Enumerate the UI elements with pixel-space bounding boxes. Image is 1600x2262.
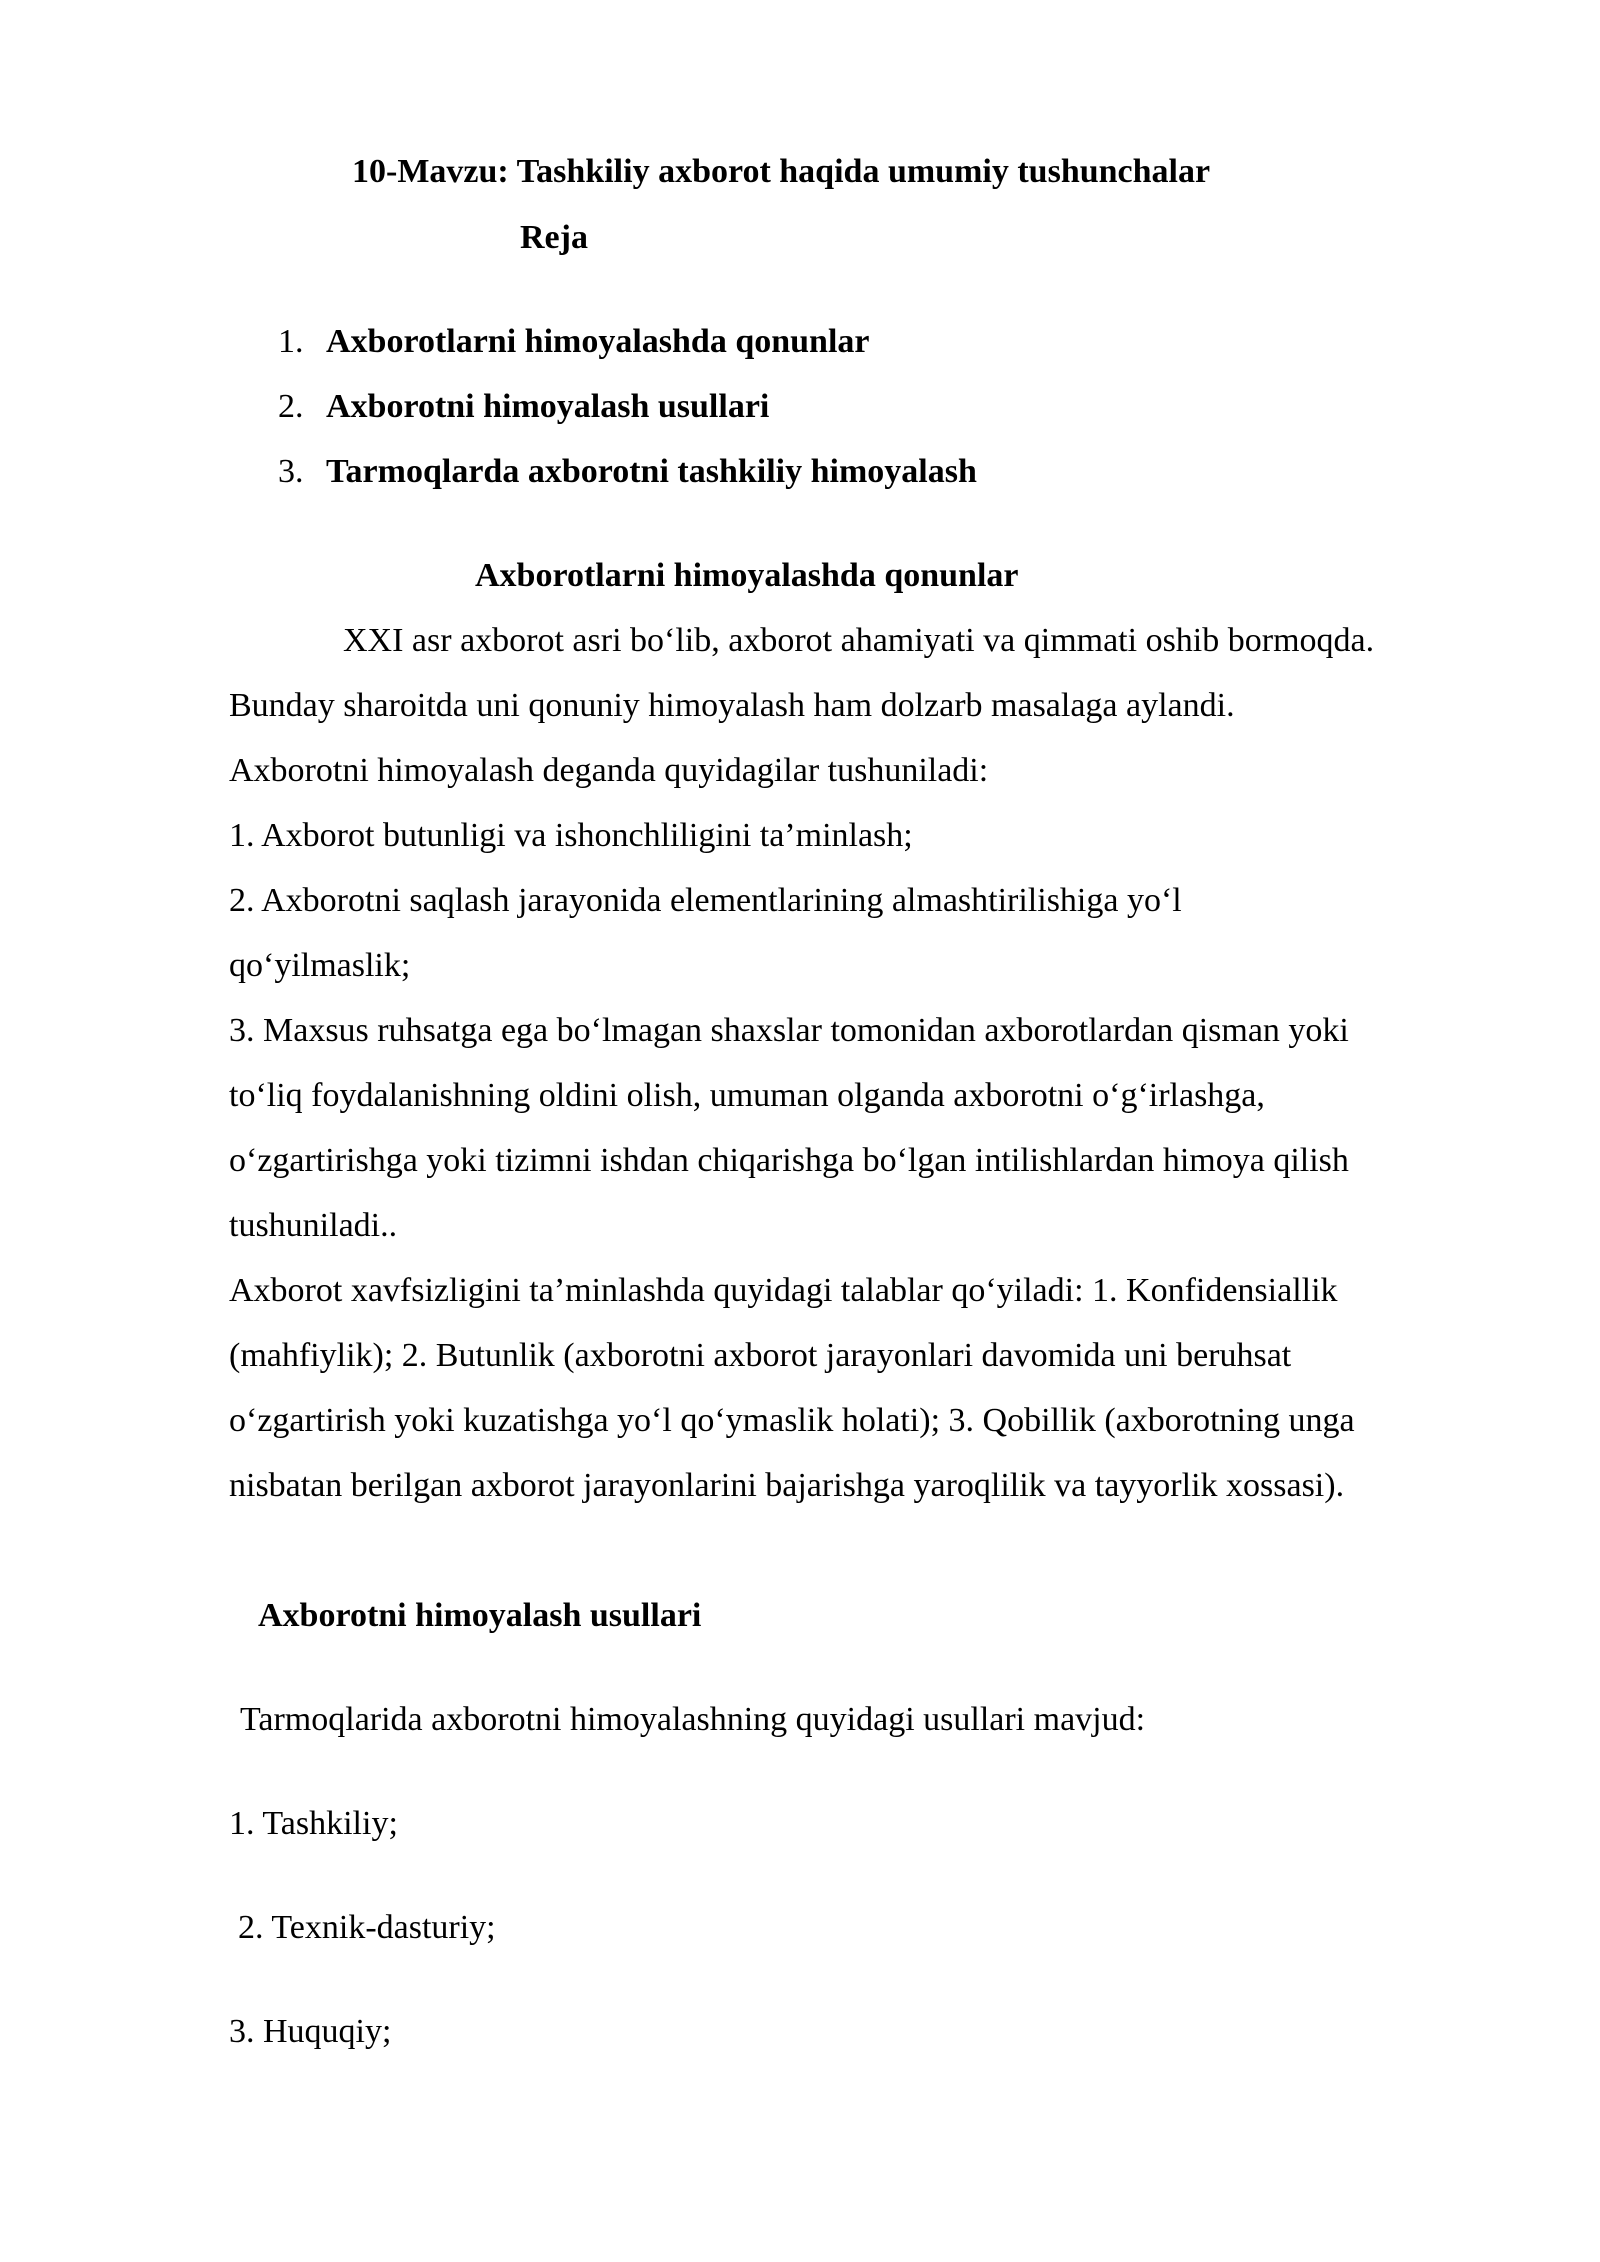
body-line: Axborotni himoyalash deganda quyidagilar tushuniladi: xyxy=(229,752,989,789)
plan-item-number: 3. xyxy=(278,453,304,490)
section2-intro: Tarmoqlarida axborotni himoyalashning quyidagi usullari mavjud: xyxy=(240,1701,1146,1738)
body-line: 3. Maxsus ruhsatga ega bo‘lmagan shaxslar tomonidan axborotlardan qisman yoki xyxy=(229,1012,1349,1049)
plan-item-number: 2. xyxy=(278,388,304,425)
plan-heading: Reja xyxy=(520,219,588,256)
body-line: Axborot xavfsizligini ta’minlashda quyidagi talablar qo‘yiladi: 1. Konfidensiallik xyxy=(229,1272,1338,1309)
list-item: 2. Texnik-dasturiy; xyxy=(238,1909,496,1946)
plan-item xyxy=(278,452,977,492)
plan-item xyxy=(278,322,870,362)
plan-item-text: Tarmoqlarda axborotni tashkiliy himoyalash xyxy=(326,453,977,490)
section2-heading: Axborotni himoyalash usullari xyxy=(258,1597,702,1634)
body-line: 2. Axborotni saqlash jarayonida elementlarining almashtirilishiga yo‘l xyxy=(229,882,1182,919)
body-line: qo‘yilmaslik; xyxy=(229,947,411,984)
body-line: o‘zgartirish yoki kuzatishga yo‘l qo‘ymaslik holati); 3. Qobillik (axborotning unga xyxy=(229,1402,1355,1439)
body-line: (mahfiylik); 2. Butunlik (axborotni axborot jarayonlari davomida uni beruhsat xyxy=(229,1337,1292,1374)
document-title: 10-Mavzu: Tashkiliy axborot haqida umumiy tushunchalar xyxy=(352,153,1211,190)
body-line: 1. Axborot butunligi va ishonchliligini ta’minlash; xyxy=(229,817,913,854)
body-line: to‘liq foydalanishning oldini olish, umuman olganda axborotni o‘g‘irlashga, xyxy=(229,1077,1265,1114)
plan-item-text: Axborotlarni himoyalashda qonunlar xyxy=(326,323,870,360)
plan-item-text: Axborotni himoyalash usullari xyxy=(326,388,770,425)
list-item: 3. Huquqiy; xyxy=(229,2013,392,2050)
body-line: Bunday sharoitda uni qonuniy himoyalash ham dolzarb masalaga aylandi. xyxy=(229,687,1235,724)
body-line: XXI asr axborot asri bo‘lib, axborot ahamiyati va qimmati oshib bormoqda. xyxy=(343,622,1375,659)
list-item: 1. Tashkiliy; xyxy=(229,1805,398,1842)
body-line: nisbatan berilgan axborot jarayonlarini bajarishga yaroqlilik va tayyorlik xossasi). xyxy=(229,1467,1345,1504)
section1-heading: Axborotlarni himoyalashda qonunlar xyxy=(475,557,1019,594)
plan-item-number: 1. xyxy=(278,323,304,360)
body-line: o‘zgartirishga yoki tizimni ishdan chiqarishga bo‘lgan intilishlardan himoya qilish xyxy=(229,1142,1349,1179)
plan-item xyxy=(278,387,769,427)
body-line: tushuniladi.. xyxy=(229,1207,398,1244)
